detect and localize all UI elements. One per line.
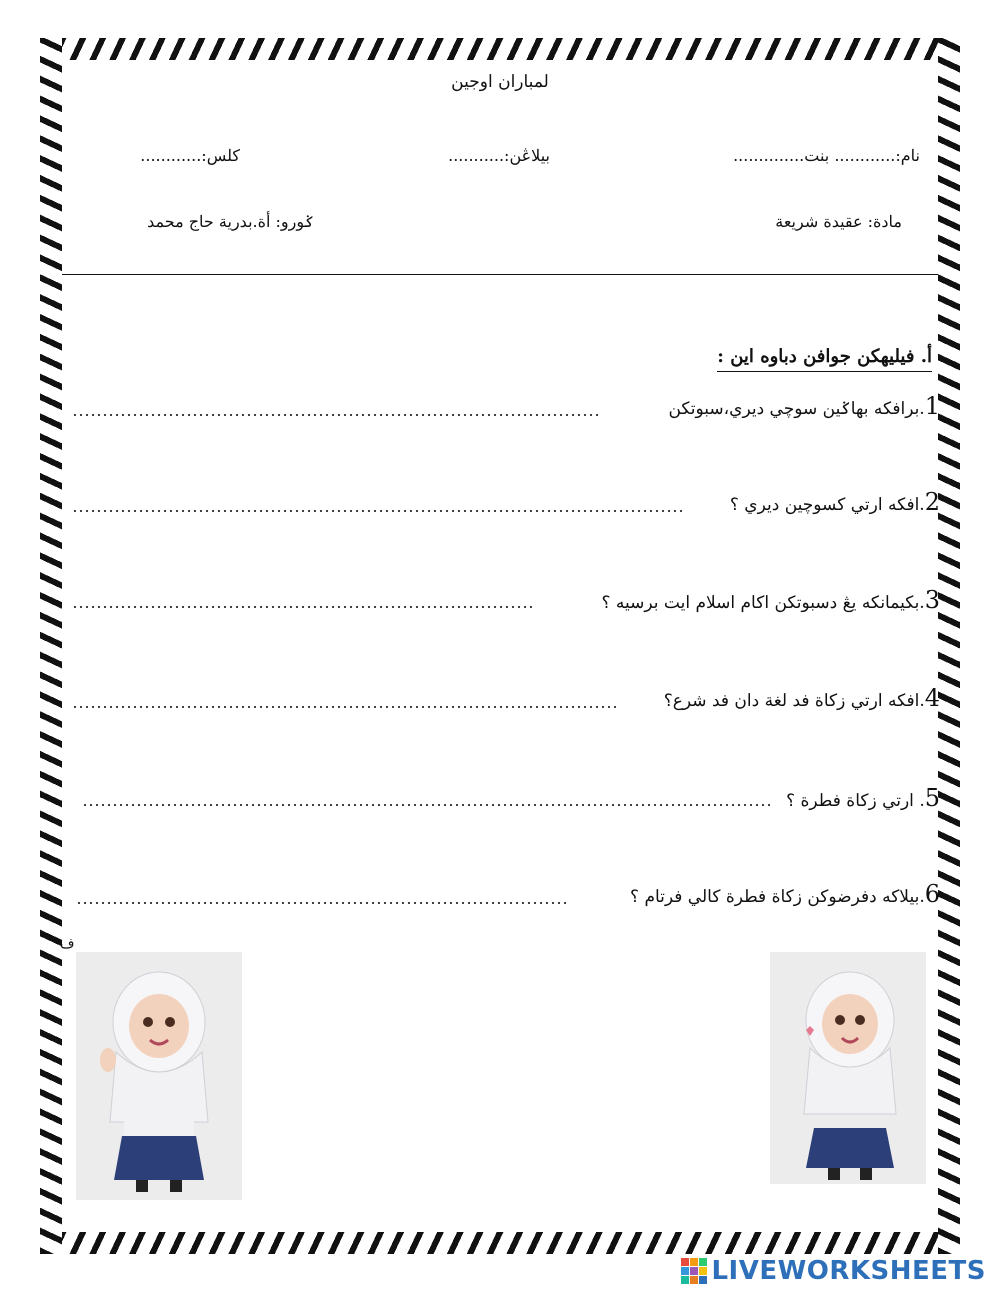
- question-5: [786, 784, 940, 812]
- question-number: 4: [924, 684, 940, 712]
- girl-cartoon-right-image: [770, 952, 926, 1184]
- answer-line-4[interactable]: [72, 706, 620, 708]
- girl-cartoon-left-image: [76, 952, 242, 1200]
- question-number: 3: [924, 586, 940, 614]
- worksheet-title: لمباران اوجين: [451, 72, 549, 92]
- question-6: [630, 880, 940, 908]
- question-text: .برافكه بهاݢين سوچي ديري،سبوتكن: [668, 399, 925, 419]
- name-field[interactable]: نام:............ بنت..............: [733, 146, 920, 165]
- bilangan-field[interactable]: بيلاڠن:...........: [448, 146, 550, 165]
- border-bottom: [40, 1232, 960, 1254]
- answer-line-6[interactable]: [76, 902, 570, 904]
- girl-illustration: [76, 952, 242, 1200]
- kelas-field[interactable]: كلس:............: [140, 146, 240, 165]
- brand-name: LIVEWORKSHEETS: [711, 1256, 986, 1286]
- question-text: .بيلاكه دفرضوكن زكاة فطرة كالي فرتام ؟: [630, 887, 925, 907]
- border-left: [40, 38, 62, 1254]
- liveworksheets-footer[interactable]: [681, 1256, 986, 1286]
- girl-illustration: [770, 952, 926, 1184]
- question-2: [730, 488, 940, 516]
- question-number: 2: [924, 488, 940, 516]
- answer-line-1[interactable]: [72, 414, 602, 416]
- question-number: 1: [924, 392, 940, 420]
- border-right: [938, 38, 960, 1254]
- question-number: 5: [924, 784, 940, 812]
- question-text: .افكه ارتي كسوچين ديري ؟: [729, 495, 925, 515]
- question-number: 6: [924, 880, 940, 908]
- question-text: .افكه ارتي زكاة فد لغة دان فد شرع؟: [663, 691, 925, 711]
- teacher-label: ݢورو: أة.بدرية حاج محمد: [147, 212, 314, 231]
- question-4: [664, 684, 940, 712]
- subject-label: مادة: عقيدة شريعة: [775, 212, 902, 231]
- question-3: [602, 586, 941, 614]
- header-divider: [62, 274, 938, 275]
- question-1: [668, 392, 940, 420]
- answer-line-3[interactable]: [72, 606, 532, 608]
- answer-line-5[interactable]: [82, 804, 772, 806]
- section-title: أ. فيليهكن جوافن دباوه اين :: [717, 346, 932, 372]
- answer-line-2[interactable]: [72, 510, 682, 512]
- border-top: [40, 38, 960, 60]
- question-text: .بكيمانكه يڠ دسبوتكن اكام اسلام ايت برسيه ؟: [601, 593, 925, 613]
- stray-mark: ف: [60, 936, 75, 952]
- liveworksheets-logo-icon: [681, 1258, 707, 1284]
- question-text: . ارتي زكاة فطرة ؟: [786, 791, 925, 811]
